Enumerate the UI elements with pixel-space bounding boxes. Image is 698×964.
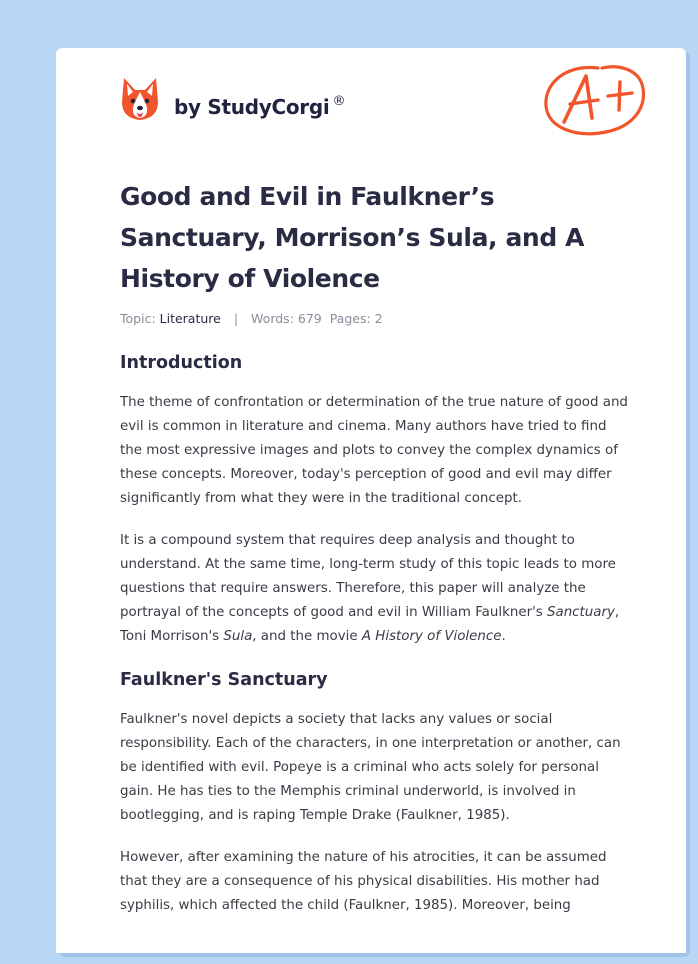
corgi-logo-icon[interactable] (120, 76, 160, 122)
section-heading-introduction: Introduction (120, 353, 243, 373)
book-title-sula: Sula (223, 629, 253, 644)
article-title: Good and Evil in Faulkner’s Sanctuary, Morrison’s Sula, and A History of Violence (120, 182, 585, 293)
movie-title: A History of Violence (361, 629, 502, 644)
header (120, 74, 650, 144)
topic-label: Topic: (120, 311, 156, 326)
book-title-sanctuary: Sanctuary (546, 605, 615, 620)
document-page (56, 48, 686, 953)
brand-name[interactable]: by StudyCorgi ® (174, 94, 346, 119)
paragraph: However, after examining the nature of his atrocities, it can be assumed that they are a consequence of his physical disabilities. His mother had syphilis, which affected the child (Faulkner, 1985). Moreover, being (120, 850, 607, 913)
bottom-fade (56, 933, 686, 953)
article-meta (120, 311, 383, 326)
paragraph: It is a compound system that requires deep analysis and thought to understand. At the same time, long-term study of this topic leads to more questions that require answers. Therefore, this paper will analyze the portrayal of the concepts of good and evil in William Faulkner's Sanctuary, Toni Morrison's Sula, and the movie A History of Violence. (120, 533, 620, 644)
article-body (120, 350, 632, 936)
words-label: Words: (251, 311, 294, 326)
meta-separator: | (233, 311, 239, 326)
section-heading-faulkners-sanctuary: Faulkner's Sanctuary (120, 670, 328, 690)
paragraph: The theme of confrontation or determination of the true nature of good and evil is common in literature and cinema. Many authors have tried to find the most expressive images and plots to convey the complex dynamics of these concepts. Moreover, today's perception of good and evil may differ significantly from what they were in the traditional concept. (120, 395, 628, 506)
paragraph: Faulkner's novel depicts a society that lacks any values or social responsibility. Each of the characters, in one interpretation or another, can be identified with evil. Popeye is a criminal who acts solely for personal gain. He has ties to the Memphis criminal underworld, is involved in bootlegging, and is raping Temple Drake (Faulkner, 1985). (120, 712, 621, 823)
topic-link[interactable]: Literature (159, 311, 221, 326)
a-plus-grade-icon (540, 60, 650, 140)
words-count: 679 (297, 311, 322, 326)
pages-count: 2 (374, 311, 383, 326)
registered-mark: ® (332, 94, 346, 109)
pages-label: Pages: (329, 311, 371, 326)
